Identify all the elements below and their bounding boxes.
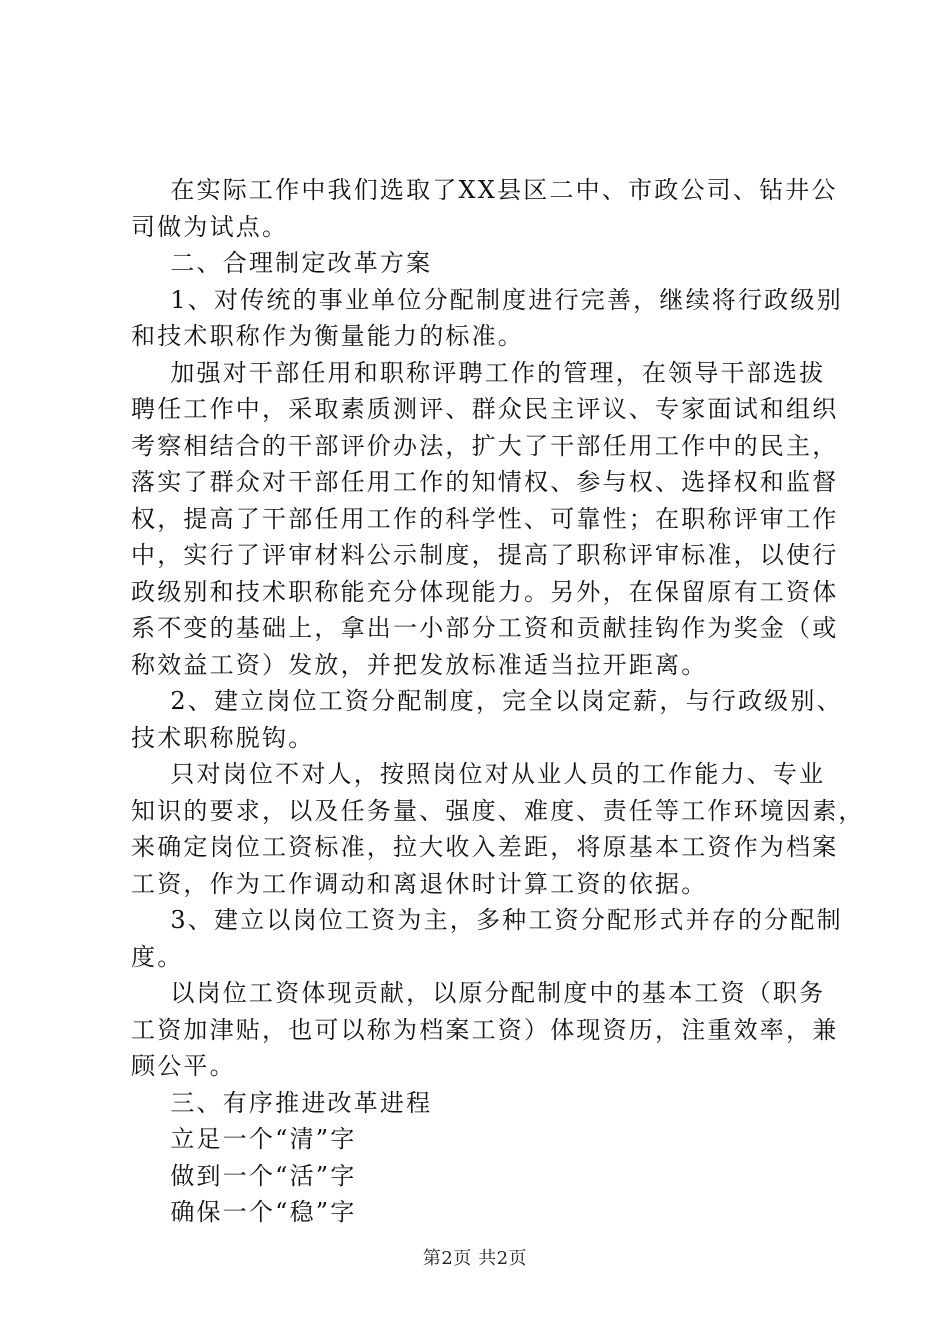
body-line: 2、建立岗位工资分配制度，完全以岗定薪，与行政级别、 <box>131 687 843 715</box>
body-line: 工资加津贴，也可以称为档案工资）体现资历，注重效率，兼 <box>131 1015 839 1044</box>
body-line: 在实际工作中我们选取了XX县区二中、市政公司、钻井公 <box>131 176 838 204</box>
document-body <box>131 172 865 1231</box>
body-line: 立足一个“清”字 <box>131 1125 357 1153</box>
body-line: 落实了群众对干部任用工作的知情权、参与权、选择权和监督 <box>131 468 839 496</box>
body-line: 政级别和技术职称能充分体现能力。另外，在保留原有工资体 <box>131 577 839 606</box>
body-line: 权，提高了干部任用工作的科学性、可靠性；在职称评审工作 <box>131 504 839 533</box>
body-line: 技术职称脱钩。 <box>131 723 315 752</box>
body-line: 工资，作为工作调动和离退休时计算工资的依据。 <box>131 869 708 898</box>
body-line: 顾公平。 <box>131 1052 236 1080</box>
body-line: 3、建立以岗位工资为主，多种工资分配形式并存的分配制 <box>131 906 843 934</box>
section-heading: 二、合理制定改革方案 <box>131 249 433 277</box>
body-line: 加强对干部任用和职称评聘工作的管理，在领导干部选拔 <box>131 358 826 387</box>
body-line: 度。 <box>131 942 184 971</box>
body-line: 司做为试点。 <box>131 212 289 241</box>
body-line: 和技术职称作为衡量能力的标准。 <box>131 322 524 350</box>
body-line: 来确定岗位工资标准，拉大收入差距，将原基本工资作为档案 <box>131 833 839 861</box>
body-line: 聘任工作中，采取素质测评、群众民主评议、专家面试和组织 <box>131 395 839 423</box>
body-line: 做到一个“活”字 <box>131 1161 357 1190</box>
body-line: 以岗位工资体现贡献，以原分配制度中的基本工资（职务 <box>131 979 826 1007</box>
page-footer: 第2页 共2页 <box>422 1248 528 1269</box>
body-line: 确保一个“稳”字 <box>131 1198 357 1226</box>
body-line: 知识的要求，以及任务量、强度、难度、责任等工作环境因素， <box>131 796 865 825</box>
section-heading: 三、有序推进改革进程 <box>131 1088 433 1117</box>
body-line: 称效益工资）发放，并把发放标准适当拉开距离。 <box>131 650 708 679</box>
body-line: 考察相结合的干部评价办法，扩大了干部任用工作中的民主， <box>131 431 839 460</box>
body-line: 系不变的基础上，拿出一小部分工资和贡献挂钩作为奖金（或 <box>131 614 839 642</box>
body-line: 1、对传统的事业单位分配制度进行完善，继续将行政级别 <box>131 285 843 314</box>
body-line: 中，实行了评审材料公示制度，提高了职称评审标准，以使行 <box>131 541 839 569</box>
body-line: 只对岗位不对人，按照岗位对从业人员的工作能力、专业 <box>131 760 826 788</box>
